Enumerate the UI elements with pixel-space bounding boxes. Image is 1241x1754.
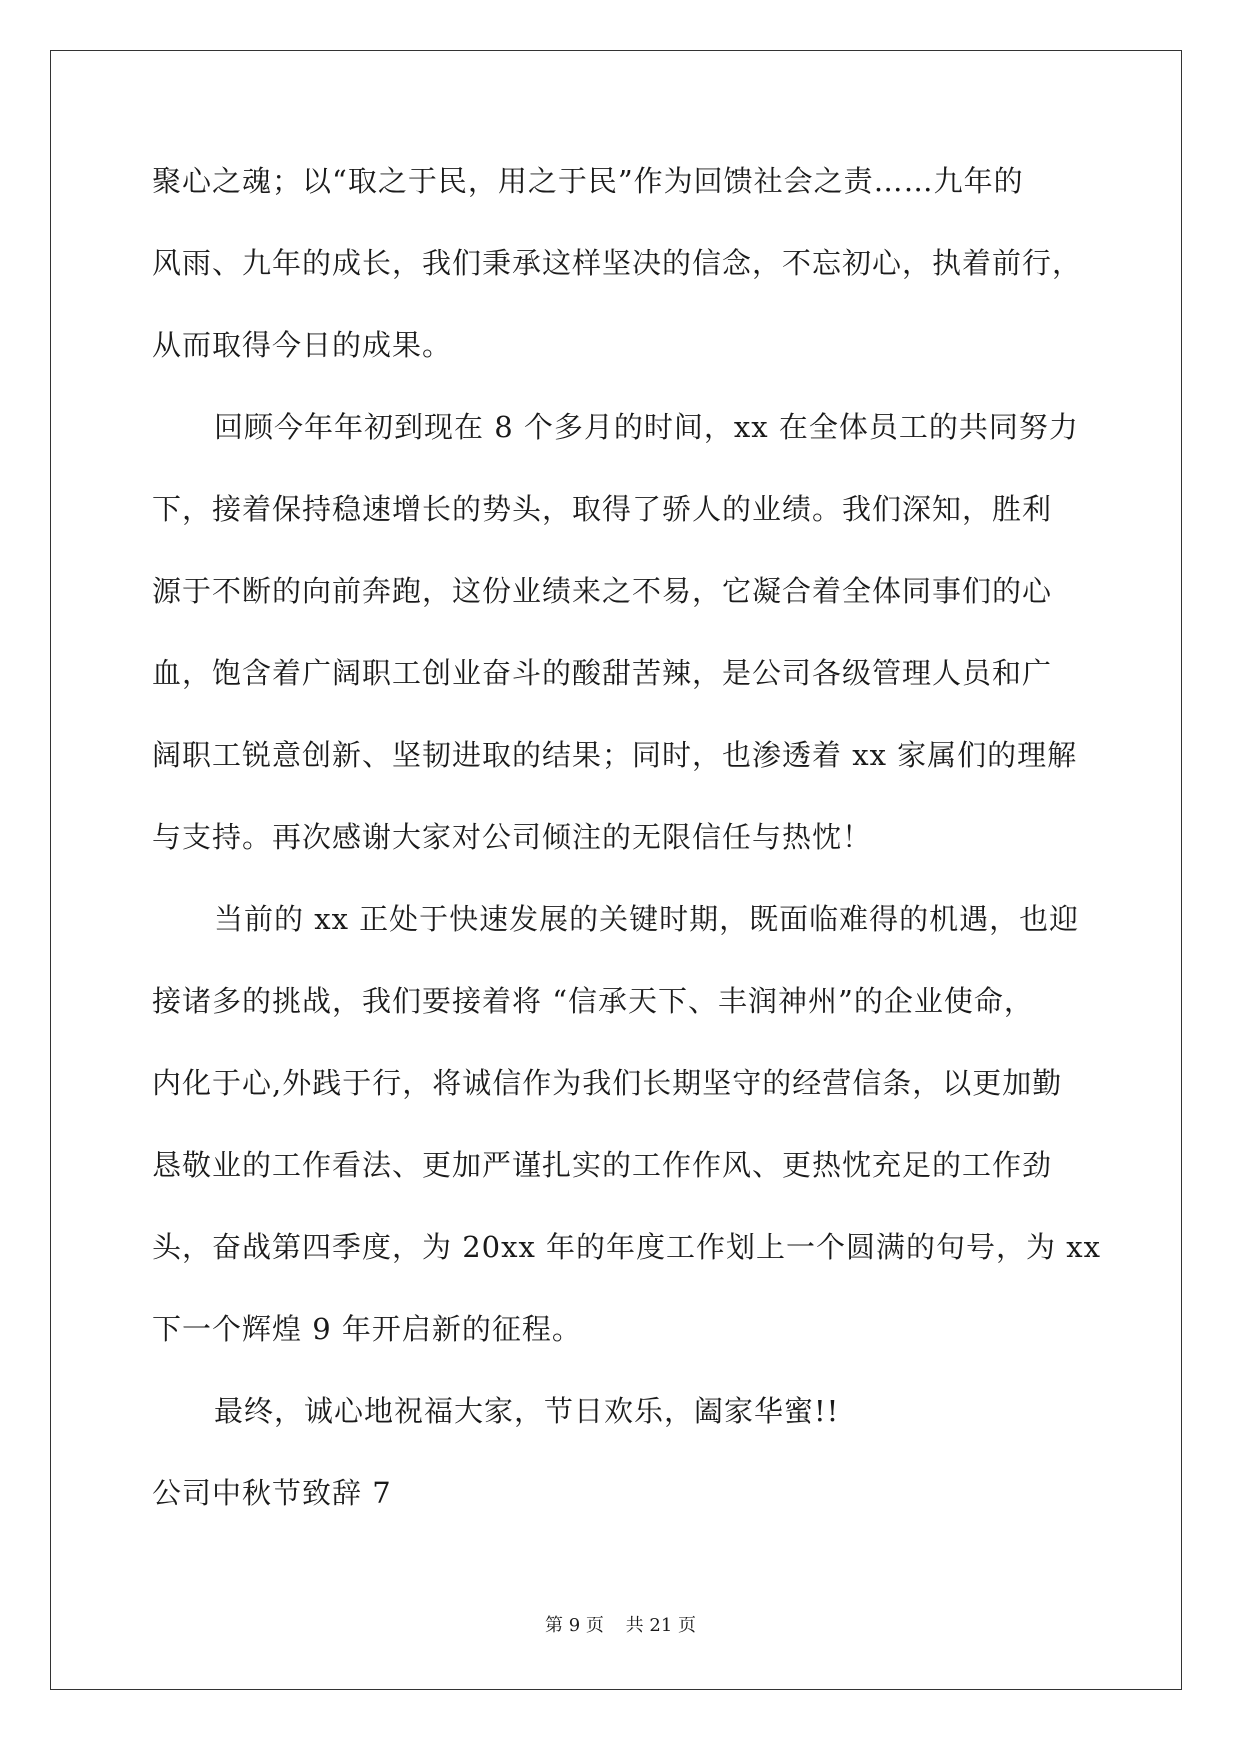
section-heading: 公司中秋节致辞 7 <box>152 1476 392 1510</box>
text-line: 接诸多的挑战，我们要接着将 “信承天下、丰润神州”的企业使命， <box>152 984 1034 1018</box>
text-line: 从而取得今日的成果。 <box>152 328 453 362</box>
text-line: 风雨、九年的成长，我们秉承这样坚决的信念，不忘初心，执着前行， <box>152 246 1083 280</box>
page-footer <box>0 1614 1241 1638</box>
text-line: 恳敬业的工作看法、更加严谨扎实的工作作风、更热忱充足的工作劲 <box>152 1148 1053 1182</box>
document-body <box>152 160 1102 1554</box>
paragraph-start-line: 最终，诚心地祝福大家，节日欢乐，阖家华蜜!! <box>214 1394 840 1428</box>
paragraph-start-line: 回顾今年年初到现在 8 个多月的时间，xx 在全体员工的共同努力 <box>214 410 1079 444</box>
page-total: 共 21 页 <box>625 1615 696 1636</box>
text-line: 阔职工锐意创新、坚韧进取的结果；同时，也渗透着 xx 家属们的理解 <box>152 738 1078 772</box>
text-line: 源于不断的向前奔跑，这份业绩来之不易，它凝合着全体同事们的心 <box>152 574 1053 608</box>
page-number: 第 9 页 <box>545 1615 604 1636</box>
text-line: 血，饱含着广阔职工创业奋斗的酸甜苦辣，是公司各级管理人员和广 <box>152 656 1053 690</box>
text-line: 与支持。再次感谢大家对公司倾注的无限信任与热忱！ <box>152 820 873 854</box>
paragraph-start-line: 当前的 xx 正处于快速发展的关键时期，既面临难得的机遇，也迎 <box>214 902 1080 936</box>
text-line: 下一个辉煌 9 年开启新的征程。 <box>152 1312 582 1346</box>
text-line: 下，接着保持稳速增长的势头，取得了骄人的业绩。我们深知，胜利 <box>152 492 1053 526</box>
text-line: 内化于心,外践于行，将诚信作为我们长期坚守的经营信条，以更加勤 <box>152 1066 1063 1100</box>
text-line: 聚心之魂；以“取之于民，用之于民”作为回馈社会之责……九年的 <box>152 164 1024 198</box>
text-line: 头，奋战第四季度，为 20xx 年的年度工作划上一个圆满的句号，为 xx <box>152 1230 1101 1264</box>
